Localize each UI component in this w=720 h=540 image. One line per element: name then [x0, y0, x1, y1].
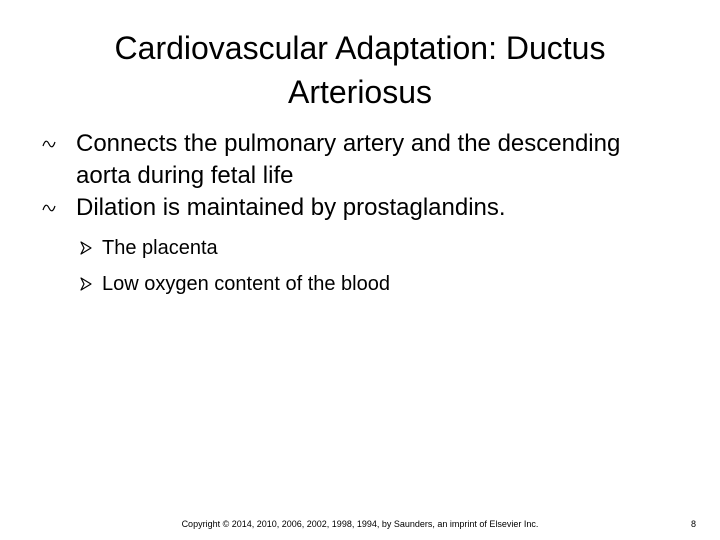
arrowhead-bullet-icon	[80, 277, 92, 291]
bullet-item	[40, 128, 680, 192]
slide-title: Cardiovascular Adaptation: Ductus Arteriosus	[114, 30, 606, 110]
page-number: 8	[690, 519, 696, 529]
arrowhead-bullet-icon	[80, 241, 92, 255]
copyright-notice: Copyright © 2014, 2010, 2006, 2002, 1998, 1994, by Saunders, an imprint of Elsevier Inc.	[181, 519, 539, 529]
ribbon-bullet-icon	[42, 139, 56, 149]
bullet-list	[40, 128, 680, 302]
sub-bullet-item	[102, 230, 680, 266]
sub-bullet-text: Low oxygen content of the blood	[102, 273, 390, 295]
bullet-item	[40, 192, 680, 224]
ribbon-bullet-icon	[42, 203, 56, 213]
bullet-text: Connects the pulmonary artery and the descending aorta during fetal life	[76, 130, 621, 189]
sub-bullet-item	[102, 266, 680, 302]
bullet-text: Dilation is maintained by prostaglandins.	[76, 194, 506, 221]
slide-footer	[0, 516, 720, 532]
sub-bullet-list	[40, 230, 680, 302]
sub-bullet-text: The placenta	[102, 237, 218, 259]
